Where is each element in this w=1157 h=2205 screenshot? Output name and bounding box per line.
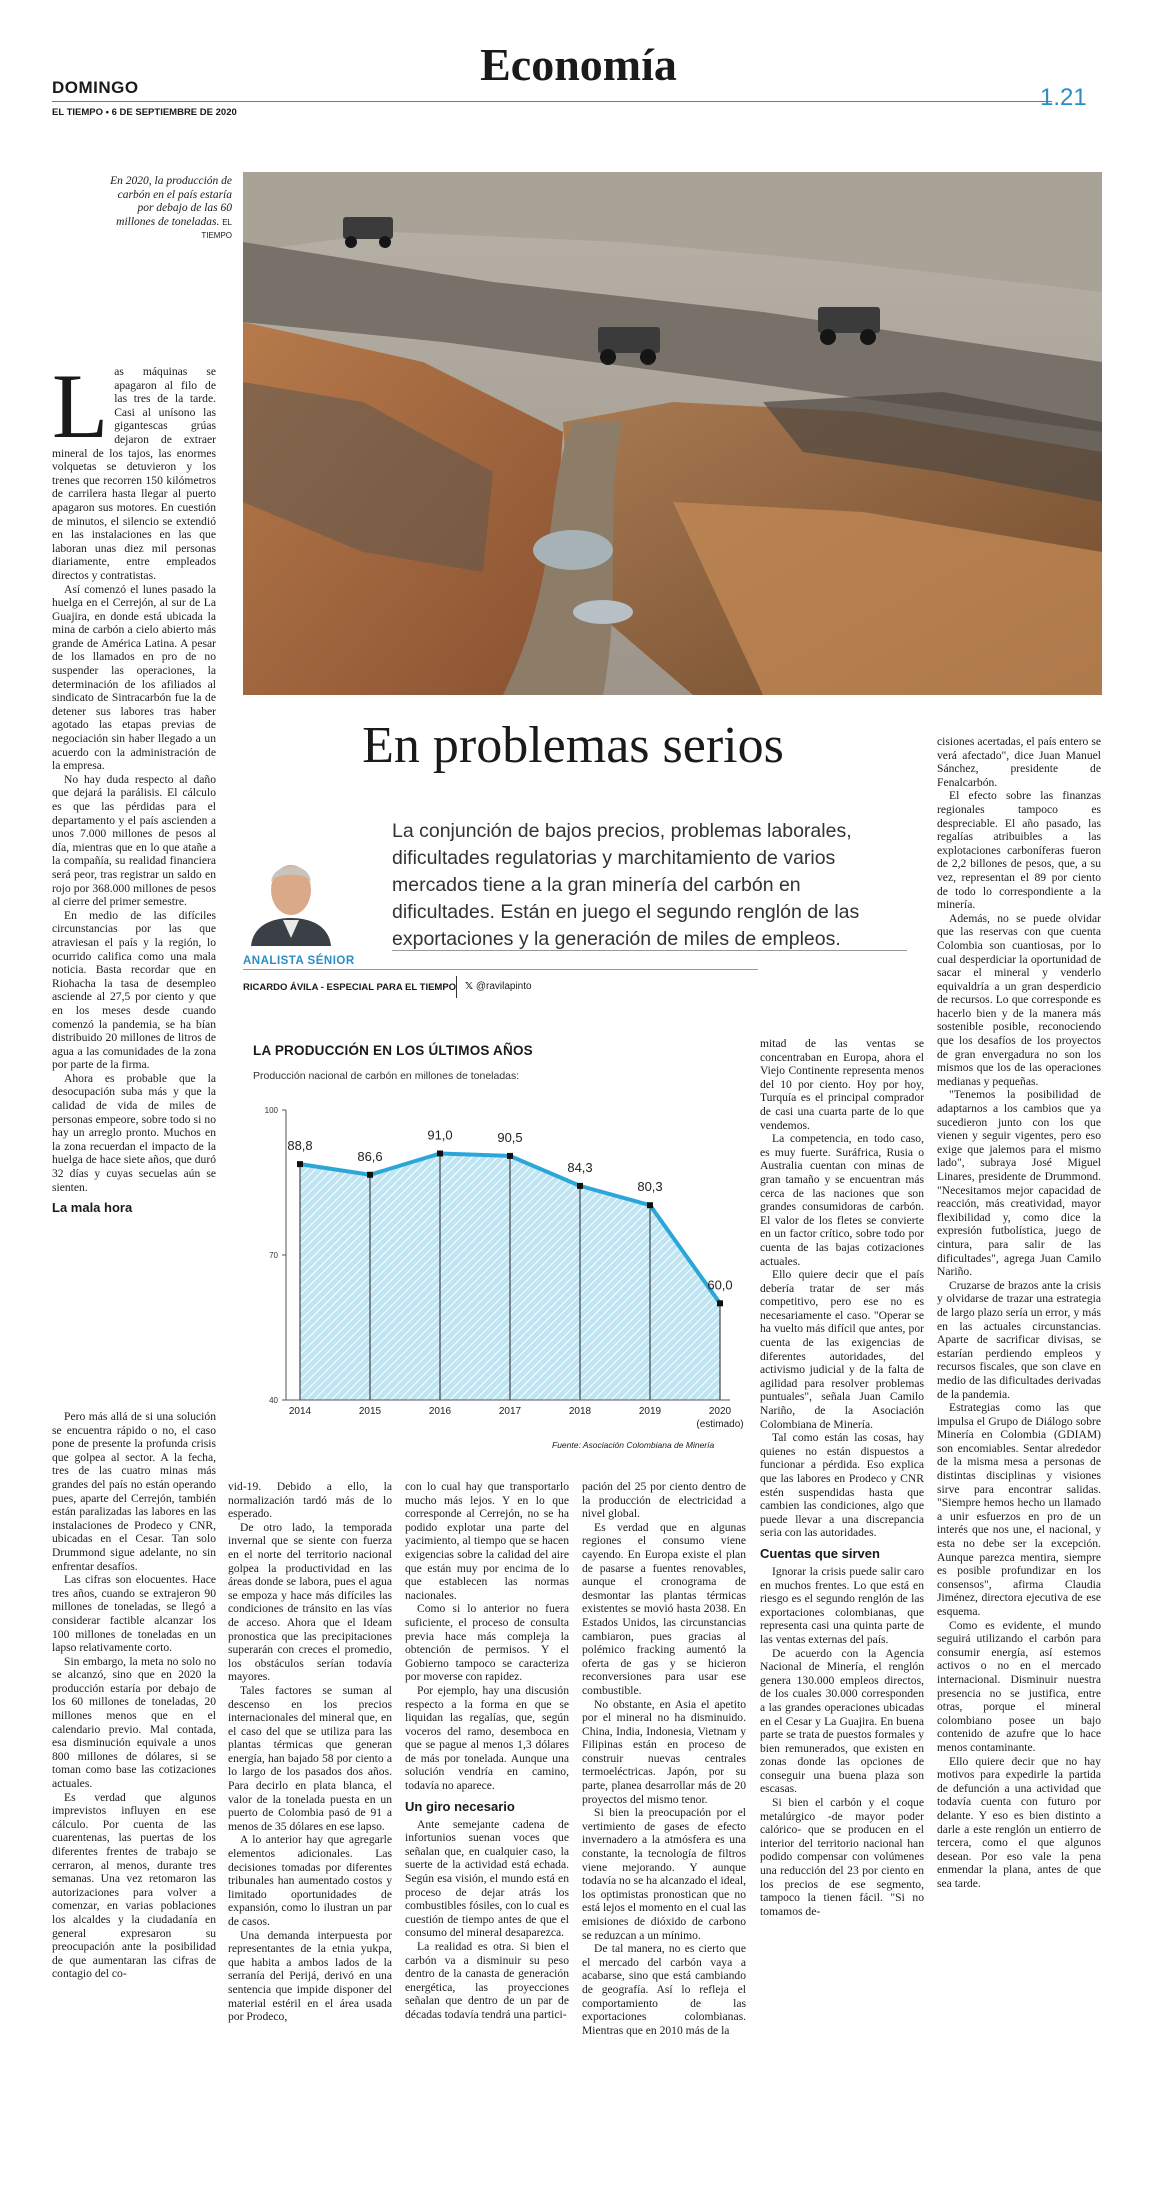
dek-rule	[392, 950, 907, 951]
column-4	[582, 1480, 746, 2170]
page-number: 1.21	[1040, 84, 1087, 111]
header-rule	[52, 101, 1052, 102]
body-paragraph: con lo cual hay que transportarlo mucho más lejos. Y en lo que corresponde al Cerrejón, no se ha podido explotar una parte del yacimiento, al tiempo que se hacen exigencias sobre la calidad del aire que están muy por encima de lo que establecen las normas nacionales.	[405, 1480, 569, 1602]
x-tick-label: 2017	[498, 1406, 522, 1417]
byline: RICARDO ÁVILA - ESPECIAL PARA EL TIEMPO	[243, 982, 457, 993]
body-paragraph: Cruzarse de brazos ante la crisis y olvidarse de trazar una estrategia de largo plazo sería un error, y más en las actuales circunstancias. Aparte de sacrificar divisas, se estarían perdiendo empleos y recursos fiscales, que son clave en medio de las dificultades derivadas de la pandemia.	[937, 1278, 1101, 1401]
body-paragraph: vid-19. Debido a ello, la normalización tardó más de lo esperado.	[228, 1480, 392, 1521]
column-5	[760, 1037, 924, 2170]
data-point	[577, 1183, 583, 1189]
body-paragraph: Ignorar la crisis puede salir caro en muchos frentes. Lo que está en riesgo es el segundo renglón de las exportaciones colombianas, que representa casi una quinta parte de las ventas externas del país.	[760, 1564, 924, 1646]
data-point	[437, 1151, 443, 1157]
dek: La conjunción de bajos precios, problemas laborales, dificultades regulatorias y marchitamiento de varios mercados tiene a la gran minería del carbón en dificultades. Están en juego el segundo renglón de las exportaciones y la generación de miles de empleos.	[392, 820, 860, 950]
body-paragraph: Una demanda interpuesta por representantes de la etnia yukpa, que habita a ambos lados de la serranía del Perijá, derivó en una sentencia que impide disponer del material estéril en el área usada por Prodeco,	[228, 1928, 392, 2024]
data-point	[647, 1202, 653, 1208]
intro-paragraph: as máquinas se apagaron al filo de las tres de la tarde. Casi al unísono las gigantescas grúas dejaron de extraer mineral de los tajos, las enormes volquetas se detuvieron y los trenes que recorren 150 kilómetros de carrilera hasta llegar al puerto apagaron sus motores. En cuestión de minutos, el silencio se extendió en las instalaciones en las que laboran unas diez mil personas diariamente, entre empleados directos y contratistas.	[52, 365, 216, 582]
section-title: Economía	[480, 39, 677, 90]
x-note-label: (estimado)	[696, 1419, 744, 1430]
x-tick-label: 2019	[638, 1406, 662, 1417]
chart-source: Fuente: Asociación Colombiana de Minería	[552, 1440, 715, 1450]
twitter-handle	[465, 981, 532, 992]
body-paragraph: De tal manera, no es cierto que el mercado del carbón vaya a acabarse, sino que está cambiando de geografía. Así lo refleja el comportamiento de las exportaciones colombianas. Mientras que en 2010 más de la	[582, 1942, 746, 2037]
data-label: 90,5	[497, 1129, 523, 1145]
body-paragraph: Sin embargo, la meta no solo no se alcanzó, sino que en 2020 la producción estaría por debajo de los 60 millones de toneladas, 20 millones menos que en el calendario previo. Mal contada, esa disminución equivale a unos 800 millones de dólares, si se toman como base las cotizaciones actuales.	[52, 1654, 216, 1791]
mine-photo	[243, 172, 1102, 695]
subhead-giro: Un giro necesario	[405, 1798, 515, 1814]
body-paragraph: pación del 25 por ciento dentro de la producción de electricidad a nivel global.	[582, 1480, 746, 1521]
y-tick-label: 100	[264, 1106, 278, 1115]
x-tick-label: 2016	[428, 1406, 452, 1417]
photo-caption	[100, 175, 232, 243]
author-role: ANALISTA SÉNIOR	[243, 955, 355, 967]
column-2	[228, 1480, 392, 2170]
body-paragraph: Pero más allá de si una solución se encuentra rápido o no, el caso pone de presente la profunda crisis que golpea al sector. A la fecha, tres de las cuatro minas más grandes del país no están operando pues, aparte del Cerrejón, también están paralizadas las labores en las instalaciones de Prodeco y CNR, ubicadas en el Cesar. Tan solo Drummond sigue adelante, no sin enfrentar desafíos.	[52, 1410, 216, 1573]
body-paragraph: Además, no se puede olvidar que las reservas con que cuenta Colombia son cuantiosas, por lo cual desperdiciar la oportunidad de sacar el mineral y venderlo equivaldría a un gran desperdicio de recursos. Lo que corresponde es hacerlo bien y de la manera más sostenible posible, reconociendo que los desafíos de los proyectos de gran envergadura no son los mismos que los de las operaciones medianas y pequeñas.	[937, 911, 1101, 1088]
body-paragraph: El efecto sobre las finanzas regionales tampoco es despreciable. El año pasado, las regalías atribuibles a las explotaciones carboníferas fueron de 2,2 billones de pesos, que, a su vez, representan el 89 por ciento de todo lo correspondiente a la minería.	[937, 789, 1101, 912]
column-3	[405, 1480, 569, 2170]
body-paragraph: cisiones acertadas, el país entero se verá afectado", dice Juan Manuel Sánchez, presidente de Fenalcarbón.	[937, 735, 1101, 789]
data-label: 80,3	[637, 1179, 663, 1195]
twitter-icon: 𝕏	[465, 981, 474, 992]
column-1	[52, 365, 216, 1405]
production-chart	[250, 1090, 750, 1460]
body-paragraph: Tal como están las cosas, hay quienes no están dispuestos a funcionar a pérdida. Eso explica que las labores en Prodeco y CNR estén suspendidas hasta que cambien las condiciones, algo que puede llevar a una discrepancia seria con las autoridades.	[760, 1431, 924, 1540]
body-paragraph: Ante semejante cadena de infortunios suenan voces que señalan que, en cualquier caso, la suerte de la actividad está echada. Según esa visión, el mundo está en proceso de dejar atrás los combustibles fósiles, con lo cual es cuestión de tiempo antes de que el consumo del mineral desaparezca.	[405, 1817, 569, 1940]
body-paragraph: Ello quiere decir que no hay motivos para expedirle la partida de defunción a una actividad que todavía cuenta con futuro por delante. Y eso es bien distinto a darle a este renglón un entierro de tercera, como el que algunos desean. Por eso vale la pena enmendar la plana, antes de que sea tarde.	[937, 1754, 1101, 1890]
body-paragraph: No hay duda respecto al daño que dejará la parálisis. El cálculo es que las pérdidas para el departamento y el país ascienden a unos 7.000 millones de pesos al día, mientras que en lo que atañe a la compañía, su realidad financiera será peor, tras registrar un saldo en rojo por 368.000 millones de pesos al cierre del primer semestre.	[52, 772, 216, 909]
body-paragraph: Ahora es probable que la desocupación suba más y que la calidad de vida de miles de personas empeore, sobre todo si no hay un arreglo pronto. Muchos en la zona recuerdan el impacto de la huelga de hace siete años, que duró 32 días y cuyas secuelas aún se sienten.	[52, 1071, 216, 1194]
data-label: 60,0	[707, 1277, 733, 1293]
y-tick-label: 40	[269, 1396, 278, 1405]
body-paragraph: Por ejemplo, hay una discusión respecto a la forma en que se liquidan las regalías, que, según voceros del ramo, desemboca en que se pague al menos 1,3 dólares de más por tonelada. Aunque una solución vendría en camino, todavía no aparece.	[405, 1683, 569, 1793]
dropcap: L	[52, 365, 109, 457]
body-paragraph: De acuerdo con la Agencia Nacional de Minería, el renglón genera 130.000 empleos directos, de los cuales 30.000 corresponden a las grandes operaciones ubicadas en el Cesar y La Guajira. En buena parte se trata de puestos formales y bien remunerados, que existen en zonas donde las opciones de conseguir una buena plaza son escasas.	[760, 1646, 924, 1796]
x-tick-label: 2020	[708, 1406, 732, 1417]
body-paragraph: "Tenemos la posibilidad de adaptarnos a los cambios que ya sucedieron junto con los que vienen y seguir vigentes, pero eso exige que jalemos para el mismo lado", subraya José Miguel Linares, presidente de Drummond. "Necesitamos mejor capacidad de reacción, más creatividad, mayor flexibilidad y, como dice la expresión futbolística, juego de cintura, para salir de las dificultades", agrega Juan Camilo Nariño.	[937, 1088, 1101, 1279]
body-paragraph: La competencia, en todo caso, es muy fuerte. Suráfrica, Rusia o Australia cuentan con minas de gran tamaño y se encuentran más cerca de las naciones que son grandes consumidoras de carbón. El valor de los fletes se convierte en un factor crítico, sobre todo por cuenta de las bajas cotizaciones actuales.	[760, 1132, 924, 1268]
data-label: 86,6	[357, 1148, 383, 1164]
body-paragraph: No obstante, en Asia el apetito por el mineral no ha disminuido. China, India, Indonesia, Vietnam y Filipinas están en proceso de construir nuevas centrales termoeléctricas. Japón, por su parte, planea desarrollar más de 20 proyectos del mismo tenor.	[582, 1697, 746, 1806]
body-paragraph: En medio de las difíciles circunstancias por las que atraviesan el país y la región, lo ocurrido califica como una mala noticia. Basta recordar que en Riohacha la tasa de desempleo asciende al 27,5 por ciento y que en los meses desde cuando comenzó la pandemia, se ha bían distribuido 20 millones de litros de agua a las comunidades de la zona por parte de la firma.	[52, 908, 216, 1072]
body-paragraph: Como si lo anterior no fuera suficiente, el proceso de consulta previa hace más compleja la obtención de permisos. Y el Gobierno tampoco se caracteriza por moverse con rapidez.	[405, 1602, 569, 1684]
body-paragraph: Es verdad que en algunas regiones el consumo viene cayendo. En Europa existe el plan de pasarse a fuentes renovables, aunque el cronograma de desmontar las plantas térmicas existentes se movió hasta 2038. En Estados Unidos, las circunstancias cambiaron, pues gracias al polémico fracking aumentó la oferta de gas y se hicieron reconversiones para usar ese combustible.	[582, 1520, 746, 1697]
data-point	[367, 1172, 373, 1178]
chart-title: LA PRODUCCIÓN EN LOS ÚLTIMOS AÑOS	[253, 1043, 533, 1058]
body-paragraph: Las cifras son elocuentes. Hace tres años, cuando se extrajeron 90 millones de toneladas, se llegó a considerar factible alcanzar los 100 millones de toneladas en un lapso relativamente corto.	[52, 1573, 216, 1655]
body-paragraph: Estrategias como las que impulsa el Grupo de Diálogo sobre Minería en Colombia (GDIAM) son encomiables. Sentar alrededor de la misma mesa a personas de distintas disciplinas y visiones sirve para encontrar salidas. "Siempre hemos hecho un llamado a unir esfuerzos en pro de un interés que nos une, el nacional, y esta no debe ser la excepción. Aunque parezca mentira, siempre es posible profundizar en los consensos", afirma Claudia Jiménez, directora ejecutiva de ese esquema.	[937, 1401, 1101, 1618]
data-point	[297, 1161, 303, 1167]
caption-text: En 2020, la producción de carbón en el país estaría por debajo de las 60 millones de toneladas.	[110, 175, 232, 228]
body-paragraph: Es verdad que algunos imprevistos influyen en ese cálculo. Por cuenta de las cuarentenas, las puertas de los diferentes frentes de trabajo se cerraron, al menos, durante tres semanas. Una vez retomaron las autorizaciones para volver a comenzar, en varias poblaciones los alcaldes y la ciudadanía en general expresaron su preocupación ante la posibilidad de que aumentaran las cifras de contagio del co-	[52, 1790, 216, 1981]
photo-credit: EL TIEMPO	[201, 217, 232, 240]
x-tick-label: 2015	[358, 1406, 382, 1417]
data-label: 88,8	[287, 1138, 313, 1154]
data-label: 91,0	[427, 1127, 453, 1143]
headline: En problemas serios	[362, 717, 784, 774]
body-paragraph: Si bien la preocupación por el vertimiento de gases de efecto invernadero a la atmósfera es una constante, la tecnología de filtros viene mejorando. Y aunque todavía no se ha alcanzado el ideal, los optimistas pronostican que no está lejos el momento en el cual las emisiones de dióxido de carbono se reduzcan a un mínimo.	[582, 1806, 746, 1942]
data-point	[717, 1300, 723, 1306]
y-tick-label: 70	[269, 1251, 278, 1260]
byline-rule	[243, 969, 758, 970]
body-paragraph: Ello quiere decir que el país debería tratar de ser más competitivo, pero ese no es necesariamente el caso. "Operar se ha vuelto más difícil que antes, por cuenta de las exigencias de diferentes autoridades, del activismo judicial y de la falta de agilidad para resolver problemas puntuales", señala Juan Camilo Nariño, de la Asociación Colombiana de Minería.	[760, 1268, 924, 1431]
x-tick-label: 2018	[568, 1406, 592, 1417]
paper-date: EL TIEMPO • 6 DE SEPTIEMBRE DE 2020	[52, 107, 237, 118]
author-photo	[243, 842, 339, 946]
body-paragraph: mitad de las ventas se concentraban en Europa, ahora el Viejo Continente representa menos del 10 por ciento. Hoy por hoy, Turquía es el principal comprador de casi una cuarta parte de lo que vendemos.	[760, 1037, 924, 1132]
body-paragraph: A lo anterior hay que agregarle elementos adicionales. Las decisiones tomadas por diferentes tribunales han aumentado costos y limitado oportunidades de expansión, como lo ilustran un par de casos.	[228, 1833, 392, 1928]
subhead-cuentas: Cuentas que sirven	[760, 1545, 880, 1561]
column-6	[937, 735, 1101, 2170]
subhead-mala-hora: La mala hora	[52, 1200, 133, 1216]
body-paragraph: Así comenzó el lunes pasado la huelga en el Cerrejón, al sur de La Guajira, en donde está ubicada la mina de carbón a cielo abierto más grande de América Latina. A pesar de los llamados en pro de no suspender las operaciones, la determinación de los afiliados al sindicato de Sintracarbón fue la de detener sus labores tras haber agotado las etapas previas de negociación sin haber llegado a un acuerdo con la administración de la empresa.	[52, 582, 216, 773]
twitter-text: @ravilapinto	[475, 981, 532, 992]
body-paragraph: De otro lado, la temporada invernal que se siente con fuerza en el norte del territorio nacional golpea la productividad en las áreas donde se labora, pues el agua se empoza y hace más difíciles las condiciones de tránsito en las vías de acceso. Ahora que el Ideam pronostica que las precipitaciones superarán con creces el promedio, los obstáculos serían todavía mayores.	[228, 1520, 392, 1684]
day-label: DOMINGO	[52, 78, 139, 97]
body-paragraph: Si bien el carbón y el coque metalúrgico -de mayor poder calórico- que se producen en el interior del territorio nacional han podido compensar con volúmenes una reducción del 23 por ciento en los precios de ese segmento, tampoco la tienen fácil. "Si no tomamos de-	[760, 1796, 924, 1918]
column-1-bottom	[52, 1410, 216, 2170]
body-paragraph: Como es evidente, el mundo seguirá utilizando el carbón para consumir energía, así estemos activos o no en el mercado internacional. Disminuir nuestra presencia no se justifica, entre otras, porque el mineral colombiano posee un bajo contenido de azufre que lo hace menos contaminante.	[937, 1618, 1101, 1754]
data-point	[507, 1153, 513, 1159]
byline-divider	[456, 976, 457, 998]
body-paragraph: La realidad es otra. Si bien el carbón va a disminuir su peso dentro de la canasta de generación energética, las proyecciones señalan que dentro de un par de décadas todavía tendrá una partici-	[405, 1940, 569, 2021]
body-paragraph: Tales factores se suman al descenso en los precios internacionales del mineral que, en el caso del que se utiliza para las plantas térmicas que generan energía, han bajado 58 por ciento a lo largo de los pasados dos años. Para decirlo en plata blanca, el valor de la tonelada puesta en un puerto de Colombia pasó de 91 a menos de 35 dólares en ese lapso.	[228, 1683, 392, 1833]
chart-subtitle: Producción nacional de carbón en millones de toneladas:	[253, 1070, 520, 1082]
x-tick-label: 2014	[288, 1406, 312, 1417]
data-label: 84,3	[567, 1159, 593, 1175]
